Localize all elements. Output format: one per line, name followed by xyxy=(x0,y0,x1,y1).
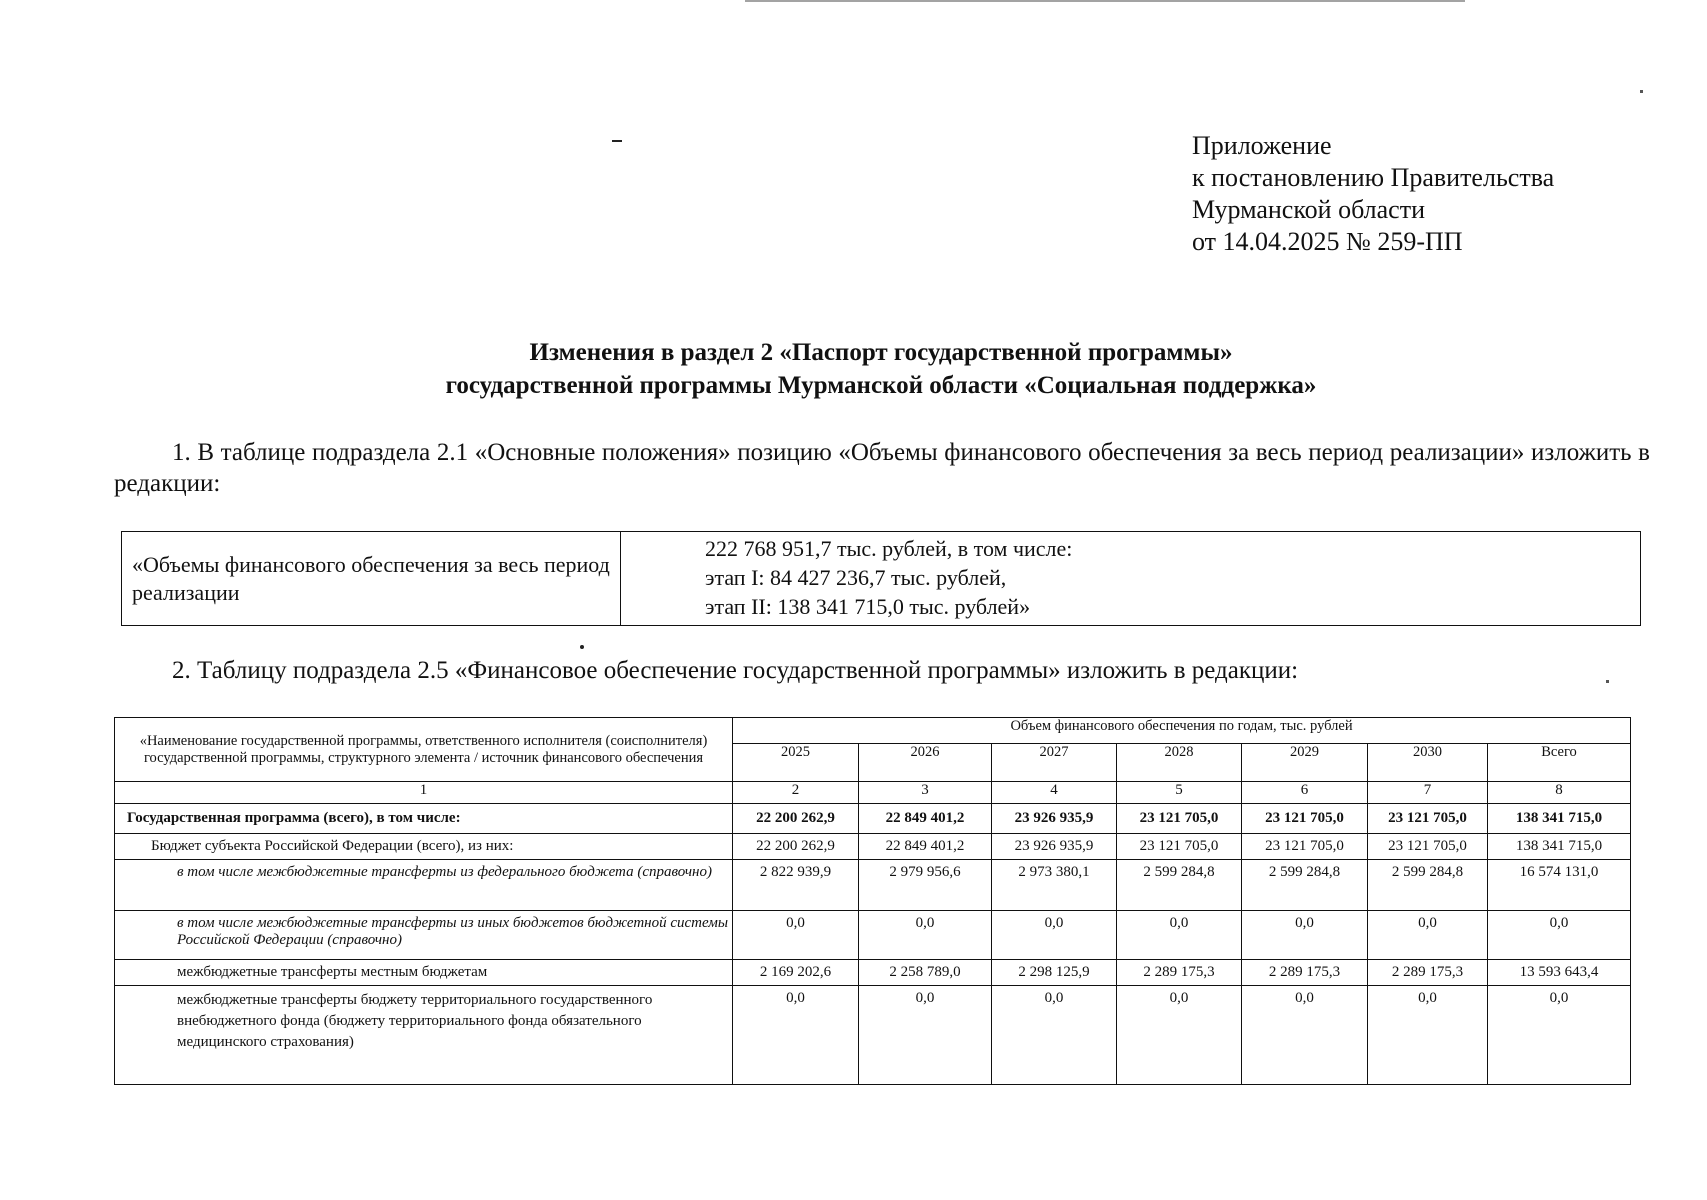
row-value: 13 593 643,4 xyxy=(1488,960,1631,986)
year-header: 2030 xyxy=(1368,744,1488,782)
column-number: 6 xyxy=(1242,782,1368,804)
column-number: 3 xyxy=(859,782,992,804)
row-label: в том числе межбюджетные трансферты из иных бюджетов бюджетной системы Российской Федерации (справочно) xyxy=(115,911,733,960)
row-value: 2 973 380,1 xyxy=(992,860,1117,911)
row-value: 138 341 715,0 xyxy=(1488,834,1631,860)
table-row xyxy=(115,911,1631,960)
row-value: 0,0 xyxy=(859,986,992,1085)
appendix-block xyxy=(1192,130,1554,258)
name-column-header: «Наименование государственной программы, ответственного исполнителя (соисполнителя) государственной программы, структурного элемента / источник финансового обеспечения xyxy=(115,718,733,782)
row-value: 23 121 705,0 xyxy=(1117,834,1242,860)
table-row xyxy=(115,986,1631,1085)
scan-artifact xyxy=(612,140,622,142)
column-number: 2 xyxy=(733,782,859,804)
row-value: 0,0 xyxy=(1117,986,1242,1085)
title-line: государственной программы Мурманской области «Социальная поддержка» xyxy=(445,372,1317,399)
row-label: межбюджетные трансферты бюджету территориального государственного внебюджетного фонда (бюджету территориального фонда обязательного медицинского страхования) xyxy=(115,986,733,1085)
column-number: 7 xyxy=(1368,782,1488,804)
document-title xyxy=(0,336,1707,402)
appendix-line: к постановлению Правительства xyxy=(1192,163,1555,192)
row-value: 0,0 xyxy=(1368,986,1488,1085)
row-value: 2 289 175,3 xyxy=(1368,960,1488,986)
row-value: 22 849 401,2 xyxy=(859,834,992,860)
funding-summary-line: этап I: 84 427 236,7 тыс. рублей, xyxy=(705,565,1007,590)
row-label: Бюджет субъекта Российской Федерации (всего), из них: xyxy=(115,834,733,860)
scan-artifact xyxy=(580,645,584,649)
row-value: 2 599 284,8 xyxy=(1117,860,1242,911)
table-header-row xyxy=(115,718,1631,744)
row-value: 138 341 715,0 xyxy=(1488,804,1631,834)
scan-artifact xyxy=(745,0,1465,2)
year-header: 2027 xyxy=(992,744,1117,782)
row-value: 0,0 xyxy=(859,911,992,960)
table-row xyxy=(115,834,1631,860)
total-header: Всего xyxy=(1488,744,1631,782)
row-value: 16 574 131,0 xyxy=(1488,860,1631,911)
funding-summary-label: «Объемы финансового обеспечения за весь период реализации xyxy=(122,532,621,625)
row-value: 23 121 705,0 xyxy=(1242,804,1368,834)
row-value: 0,0 xyxy=(1488,911,1631,960)
row-value: 2 289 175,3 xyxy=(1242,960,1368,986)
financing-table xyxy=(114,717,1631,1085)
row-value: 0,0 xyxy=(992,911,1117,960)
row-value: 0,0 xyxy=(1242,986,1368,1085)
row-value: 2 169 202,6 xyxy=(733,960,859,986)
scan-artifact xyxy=(1640,90,1643,93)
row-label: в том числе межбюджетные трансферты из федерального бюджета (справочно) xyxy=(115,860,733,911)
paragraph-2 xyxy=(114,655,1650,686)
row-value: 0,0 xyxy=(1368,911,1488,960)
funding-summary-table xyxy=(121,531,1641,626)
funding-summary-line: 222 768 951,7 тыс. рублей, в том числе: xyxy=(705,536,1073,561)
appendix-line: Приложение xyxy=(1192,131,1332,160)
appendix-line: Мурманской области xyxy=(1192,195,1425,224)
paragraph-1-text: 1. В таблице подраздела 2.1 «Основные положения» позицию «Объемы финансового обеспечения за весь период реализации» изложить в редакции: xyxy=(114,439,1650,497)
row-value: 0,0 xyxy=(992,986,1117,1085)
row-value: 0,0 xyxy=(1242,911,1368,960)
column-number: 8 xyxy=(1488,782,1631,804)
years-group-header: Объем финансового обеспечения по годам, тыс. рублей xyxy=(733,718,1631,744)
appendix-line: от 14.04.2025 № 259-ПП xyxy=(1192,227,1463,256)
row-value: 23 121 705,0 xyxy=(1368,834,1488,860)
funding-summary-line: этап II: 138 341 715,0 тыс. рублей» xyxy=(705,594,1031,619)
year-header: 2028 xyxy=(1117,744,1242,782)
title-line: Изменения в раздел 2 «Паспорт государственной программы» xyxy=(529,339,1233,366)
row-value: 22 200 262,9 xyxy=(733,834,859,860)
funding-summary-values xyxy=(621,532,1640,625)
row-value: 0,0 xyxy=(733,986,859,1085)
year-header: 2026 xyxy=(859,744,992,782)
table-row xyxy=(115,804,1631,834)
row-value: 0,0 xyxy=(1117,911,1242,960)
table-row xyxy=(115,960,1631,986)
paragraph-2-text: 2. Таблицу подраздела 2.5 «Финансовое обеспечение государственной программы» изложить в редакции: xyxy=(172,657,1299,684)
row-label: межбюджетные трансферты местным бюджетам xyxy=(115,960,733,986)
row-value: 2 258 789,0 xyxy=(859,960,992,986)
year-header: 2025 xyxy=(733,744,859,782)
column-number: 1 xyxy=(115,782,733,804)
row-value: 23 926 935,9 xyxy=(992,804,1117,834)
row-value: 23 926 935,9 xyxy=(992,834,1117,860)
table-row xyxy=(115,860,1631,911)
paragraph-1 xyxy=(114,437,1650,499)
row-value: 2 289 175,3 xyxy=(1117,960,1242,986)
column-number-row xyxy=(115,782,1631,804)
row-value: 2 599 284,8 xyxy=(1368,860,1488,911)
row-value: 22 200 262,9 xyxy=(733,804,859,834)
row-value: 2 599 284,8 xyxy=(1242,860,1368,911)
column-number: 4 xyxy=(992,782,1117,804)
row-value: 23 121 705,0 xyxy=(1117,804,1242,834)
year-header: 2029 xyxy=(1242,744,1368,782)
row-value: 2 298 125,9 xyxy=(992,960,1117,986)
row-label: Государственная программа (всего), в том числе: xyxy=(115,804,733,834)
column-number: 5 xyxy=(1117,782,1242,804)
row-value: 2 822 939,9 xyxy=(733,860,859,911)
row-value: 23 121 705,0 xyxy=(1242,834,1368,860)
row-value: 2 979 956,6 xyxy=(859,860,992,911)
row-value: 22 849 401,2 xyxy=(859,804,992,834)
row-value: 0,0 xyxy=(1488,986,1631,1085)
row-value: 23 121 705,0 xyxy=(1368,804,1488,834)
row-value: 0,0 xyxy=(733,911,859,960)
